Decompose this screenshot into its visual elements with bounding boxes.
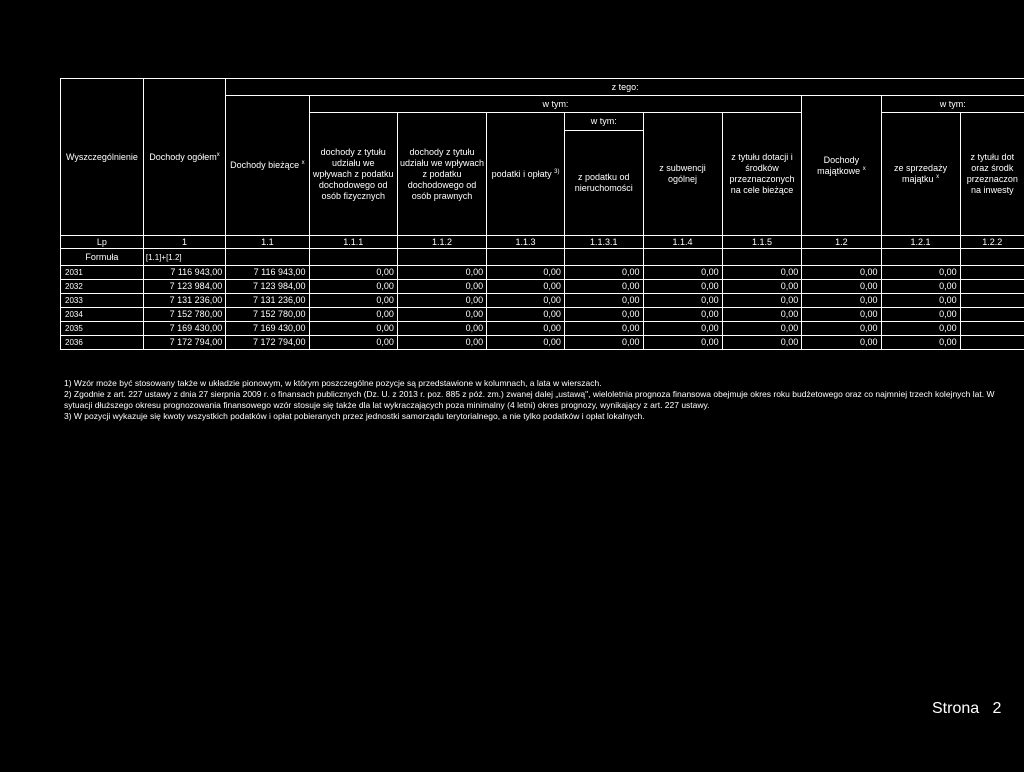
value-cell: 0,00 — [643, 280, 722, 294]
lp-cell: 1.1.3 — [487, 236, 565, 249]
col-header-sprzedaz-majatku: ze sprzedaży majątku — [894, 163, 948, 184]
header-asset-sale-cell — [881, 113, 960, 236]
value-cell: 0,00 — [309, 308, 397, 322]
value-cell: 0,00 — [881, 308, 960, 322]
lp-cell: 1.1.2 — [397, 236, 486, 249]
value-cell: 0,00 — [643, 336, 722, 350]
lp-cell: 1.1.1 — [309, 236, 397, 249]
value-cell: 0,00 — [309, 294, 397, 308]
value-cell: 0,00 — [643, 294, 722, 308]
table-row — [61, 308, 1024, 322]
value-cell: 0,00 — [309, 336, 397, 350]
page-label-text: Strona — [932, 700, 980, 717]
lp-cell: 1.2 — [802, 236, 881, 249]
value-cell: 0,00 — [643, 266, 722, 280]
table-row — [61, 336, 1024, 350]
value-cell: 0,00 — [564, 294, 643, 308]
value-cell: 7 123 984,00 — [143, 280, 225, 294]
header-row-z-tego — [61, 79, 1024, 96]
header-label-cell — [61, 79, 144, 236]
value-cell: 0,00 — [564, 322, 643, 336]
value-cell: 0,00 — [722, 294, 802, 308]
value-cell: 0,00 — [309, 322, 397, 336]
table-row — [61, 280, 1024, 294]
value-cell: 0,00 — [397, 294, 486, 308]
value-cell: 0,00 — [397, 308, 486, 322]
value-cell: 0,00 — [397, 280, 486, 294]
col-header-cit: dochody z tytułu udziału we wpływach z podatku dochodowego od osób prawnych — [397, 113, 486, 236]
value-cell: 0,00 — [487, 336, 565, 350]
value-cell: 7 152 780,00 — [226, 308, 309, 322]
lp-cell: 1.1.5 — [722, 236, 802, 249]
value-cell — [960, 322, 1024, 336]
value-cell: 0,00 — [309, 280, 397, 294]
value-cell: 0,00 — [487, 280, 565, 294]
col-header-sup: 3) — [554, 168, 560, 175]
col-header-podatek-nieruchomosci: z podatku od nieruchomości — [564, 131, 643, 236]
value-cell: 0,00 — [722, 280, 802, 294]
value-cell: 0,00 — [309, 266, 397, 280]
header-capital-income-cell — [802, 96, 881, 236]
table-row — [61, 266, 1024, 280]
page-number — [932, 700, 1001, 718]
value-cell: 7 123 984,00 — [226, 280, 309, 294]
header-w-tym-current: w tym: — [309, 96, 802, 113]
formula-row — [61, 249, 1024, 266]
header-taxes-cell — [487, 113, 565, 236]
col-header-dochody-majatkowe: Dochody majątkowe — [817, 154, 861, 176]
value-cell: 0,00 — [643, 322, 722, 336]
value-cell: 0,00 — [397, 322, 486, 336]
lp-cell: 1.2.1 — [881, 236, 960, 249]
value-cell: 0,00 — [564, 336, 643, 350]
value-cell: 7 169 430,00 — [143, 322, 225, 336]
value-cell — [960, 294, 1024, 308]
value-cell: 7 131 236,00 — [143, 294, 225, 308]
value-cell: 0,00 — [881, 322, 960, 336]
value-cell: 0,00 — [802, 294, 881, 308]
lp-cell: 1.2.2 — [960, 236, 1024, 249]
year-cell: 2032 — [61, 280, 144, 294]
value-cell: 0,00 — [802, 280, 881, 294]
header-total-income-cell — [143, 79, 225, 236]
value-cell: 7 172 794,00 — [226, 336, 309, 350]
value-cell: 7 131 236,00 — [226, 294, 309, 308]
value-cell: 0,00 — [881, 294, 960, 308]
table-row — [61, 322, 1024, 336]
formula-value: [1.1]+[1.2] — [143, 249, 225, 266]
header-w-tym-capital: w tym: — [881, 96, 1024, 113]
header-current-income-cell — [226, 96, 309, 236]
header-z-tego: z tego: — [226, 79, 1024, 96]
col-header-dotacje-inwestycje: z tytułu dot oraz środk przeznaczon na inwesty — [960, 113, 1024, 236]
lp-row — [61, 236, 1024, 249]
col-header-pit: dochody z tytułu udziału we wpływach z podatku dochodowego od osób fizycznych — [309, 113, 397, 236]
year-cell: 2031 — [61, 266, 144, 280]
value-cell: 0,00 — [487, 294, 565, 308]
value-cell: 0,00 — [397, 336, 486, 350]
col-header-subwencja: z subwencji ogólnej — [643, 113, 722, 236]
value-cell: 0,00 — [802, 322, 881, 336]
value-cell — [960, 280, 1024, 294]
value-cell: 0,00 — [881, 280, 960, 294]
year-cell: 2033 — [61, 294, 144, 308]
col-header-dotacje-biezace: z tytułu dotacji i środków przeznaczonych na cele bieżące — [722, 113, 802, 236]
lp-cell: 1 — [143, 236, 225, 249]
col-header-sup: x — [862, 165, 866, 172]
lp-cell: 1.1.4 — [643, 236, 722, 249]
header-w-tym-taxes: w tym: — [564, 113, 643, 131]
value-cell: 0,00 — [564, 308, 643, 322]
col-header-dochody-ogolem: Dochody ogółem — [149, 151, 217, 162]
table-row — [61, 294, 1024, 308]
footnote-3: 3) W pozycji wykazuje się kwoty wszystkich podatków i opłat pobieranych przez jednostki samorządu terytorialnego, a nie tylko podatków i opłat lokalnych. — [64, 411, 645, 421]
footnotes — [64, 378, 1014, 422]
value-cell: 0,00 — [722, 266, 802, 280]
year-cell: 2034 — [61, 308, 144, 322]
value-cell: 0,00 — [722, 322, 802, 336]
value-cell: 0,00 — [487, 322, 565, 336]
footnote-2: 2) Zgodnie z art. 227 ustawy z dnia 27 sierpnia 2009 r. o finansach publicznych (Dz. U. z 2013 r. poz. 885 z póź. zm.) zwanej dalej „ustawą", wieloletnia prognoza finansowa obejmuje okres roku budżetowego oraz co najmniej trzech kolejnych lat. W sytuacji dłuższego okresu prognozowania finansowego wzór stosuje się także dla lat wykraczających poza minimalny (4 letni) okres prognozy, wynikający z art. 227 ustawy. — [64, 389, 995, 410]
value-cell: 0,00 — [643, 308, 722, 322]
year-cell: 2036 — [61, 336, 144, 350]
value-cell: 0,00 — [722, 336, 802, 350]
value-cell: 0,00 — [722, 308, 802, 322]
value-cell: 0,00 — [881, 266, 960, 280]
col-header-sup: x — [301, 160, 305, 166]
value-cell: 7 116 943,00 — [143, 266, 225, 280]
value-cell: 0,00 — [564, 266, 643, 280]
value-cell: 0,00 — [487, 266, 565, 280]
formula-label: Formuła — [61, 249, 144, 266]
value-cell — [960, 308, 1024, 322]
value-cell: 0,00 — [881, 336, 960, 350]
value-cell — [960, 266, 1024, 280]
page-number-value: 2 — [992, 700, 1002, 717]
year-cell: 2035 — [61, 322, 144, 336]
value-cell: 0,00 — [802, 308, 881, 322]
value-cell: 7 116 943,00 — [226, 266, 309, 280]
col-header-podatki-oplaty: podatki i opłaty — [491, 168, 552, 179]
lp-cell: 1.1.3.1 — [564, 236, 643, 249]
col-header-sup: x — [216, 151, 220, 158]
col-header-sup: x — [936, 174, 940, 180]
footnote-1: 1) Wzór może być stosowany także w układzie pionowym, w którym poszczególne pozycje są przedstawione w kolumnach, a lata w wierszach. — [64, 378, 602, 388]
col-header-wyszczegolnienie: Wyszczególnienie — [65, 151, 138, 162]
financial-forecast-table — [60, 78, 1024, 350]
lp-cell: Lp — [61, 236, 144, 249]
value-cell: 0,00 — [487, 308, 565, 322]
value-cell: 0,00 — [802, 266, 881, 280]
value-cell — [960, 336, 1024, 350]
value-cell: 0,00 — [397, 266, 486, 280]
value-cell: 0,00 — [802, 336, 881, 350]
value-cell: 7 152 780,00 — [143, 308, 225, 322]
value-cell: 7 172 794,00 — [143, 336, 225, 350]
col-header-dochody-biezace: Dochody bieżące — [230, 160, 300, 170]
lp-cell: 1.1 — [226, 236, 309, 249]
value-cell: 0,00 — [564, 280, 643, 294]
value-cell: 7 169 430,00 — [226, 322, 309, 336]
